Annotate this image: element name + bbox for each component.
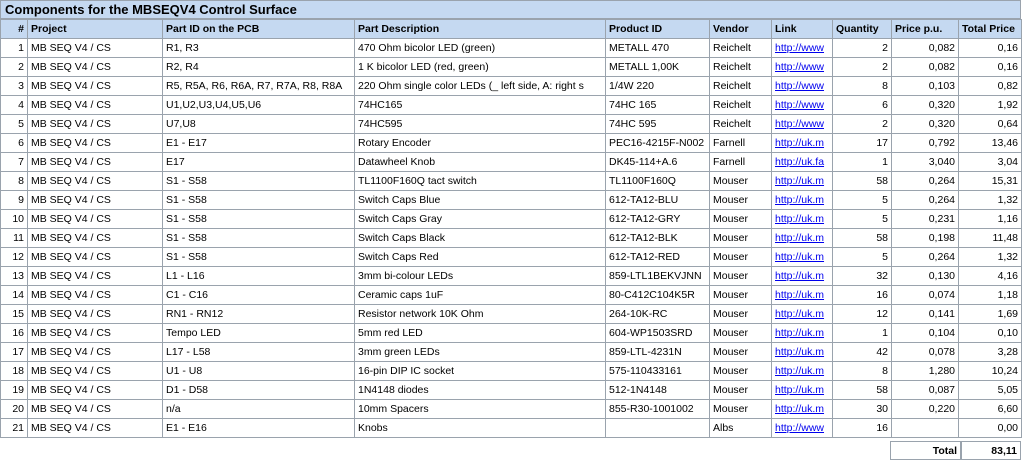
description-cell[interactable]: TL1100F160Q tact switch [355, 172, 606, 191]
total-price-cell[interactable]: 0,16 [959, 58, 1022, 77]
total-price-cell[interactable]: 6,60 [959, 400, 1022, 419]
product-id-cell[interactable]: 575-110433161 [606, 362, 710, 381]
total-price-cell[interactable]: 11,48 [959, 229, 1022, 248]
part-id-cell[interactable]: L17 - L58 [163, 343, 355, 362]
quantity-cell[interactable]: 1 [833, 153, 892, 172]
quantity-cell[interactable]: 8 [833, 362, 892, 381]
quantity-cell[interactable]: 2 [833, 39, 892, 58]
link-cell[interactable]: http://uk.m [772, 267, 833, 286]
col-header-price[interactable]: Price p.u. [892, 20, 959, 39]
total-price-cell[interactable]: 1,32 [959, 248, 1022, 267]
row-index[interactable]: 8 [1, 172, 28, 191]
link-cell[interactable]: http://uk.m [772, 362, 833, 381]
row-index[interactable]: 11 [1, 229, 28, 248]
quantity-cell[interactable]: 42 [833, 343, 892, 362]
project-cell[interactable]: MB SEQ V4 / CS [28, 343, 163, 362]
product-id-cell[interactable]: 612-TA12-BLU [606, 191, 710, 210]
product-id-cell[interactable] [606, 419, 710, 438]
link-cell[interactable]: http://www [772, 419, 833, 438]
table-row [1, 134, 1022, 153]
part-id-cell[interactable]: R5, R5A, R6, R6A, R7, R7A, R8, R8A [163, 77, 355, 96]
table-row [1, 210, 1022, 229]
part-id-cell[interactable]: n/a [163, 400, 355, 419]
row-index[interactable]: 5 [1, 115, 28, 134]
total-label[interactable]: Total [890, 441, 961, 460]
part-id-cell[interactable]: U7,U8 [163, 115, 355, 134]
project-cell[interactable]: MB SEQ V4 / CS [28, 381, 163, 400]
description-cell[interactable]: 5mm red LED [355, 324, 606, 343]
vendor-cell[interactable]: Mouser [710, 362, 772, 381]
table-row [1, 400, 1022, 419]
project-cell[interactable]: MB SEQ V4 / CS [28, 267, 163, 286]
vendor-cell[interactable]: Mouser [710, 324, 772, 343]
table-row [1, 229, 1022, 248]
row-index[interactable]: 20 [1, 400, 28, 419]
link-cell[interactable]: http://uk.m [772, 400, 833, 419]
row-index[interactable]: 16 [1, 324, 28, 343]
table-row [1, 267, 1022, 286]
price-cell[interactable]: 0,078 [892, 343, 959, 362]
description-cell[interactable]: Resistor network 10K Ohm [355, 305, 606, 324]
price-cell[interactable]: 0,320 [892, 115, 959, 134]
total-price-cell[interactable]: 13,46 [959, 134, 1022, 153]
description-cell[interactable]: Switch Caps Blue [355, 191, 606, 210]
table-row [1, 248, 1022, 267]
part-id-cell[interactable]: S1 - S58 [163, 248, 355, 267]
vendor-cell[interactable]: Mouser [710, 267, 772, 286]
quantity-cell[interactable]: 1 [833, 324, 892, 343]
total-price-cell[interactable]: 0,00 [959, 419, 1022, 438]
price-cell[interactable]: 0,082 [892, 58, 959, 77]
link-cell[interactable]: http://uk.fa [772, 153, 833, 172]
description-cell[interactable]: Rotary Encoder [355, 134, 606, 153]
product-id-cell[interactable]: 264-10K-RC [606, 305, 710, 324]
link-cell[interactable]: http://uk.m [772, 191, 833, 210]
vendor-cell[interactable]: Farnell [710, 153, 772, 172]
part-id-cell[interactable]: R2, R4 [163, 58, 355, 77]
part-id-cell[interactable]: U1 - U8 [163, 362, 355, 381]
quantity-cell[interactable]: 32 [833, 267, 892, 286]
table-row [1, 324, 1022, 343]
product-id-cell[interactable]: 74HC 595 [606, 115, 710, 134]
total-price-cell[interactable]: 3,04 [959, 153, 1022, 172]
vendor-cell[interactable]: Mouser [710, 172, 772, 191]
project-cell[interactable]: MB SEQ V4 / CS [28, 362, 163, 381]
link-cell[interactable]: http://www [772, 39, 833, 58]
col-header-product-id[interactable]: Product ID [606, 20, 710, 39]
vendor-cell[interactable]: Mouser [710, 286, 772, 305]
project-cell[interactable]: MB SEQ V4 / CS [28, 400, 163, 419]
total-price-cell[interactable]: 0,82 [959, 77, 1022, 96]
row-index[interactable]: 17 [1, 343, 28, 362]
table-row [1, 172, 1022, 191]
link-cell[interactable]: http://uk.m [772, 210, 833, 229]
link-cell[interactable]: http://uk.m [772, 324, 833, 343]
description-cell[interactable]: 16-pin DIP IC socket [355, 362, 606, 381]
row-index[interactable]: 19 [1, 381, 28, 400]
row-index[interactable]: 21 [1, 419, 28, 438]
total-price-cell[interactable]: 1,69 [959, 305, 1022, 324]
project-cell[interactable]: MB SEQ V4 / CS [28, 286, 163, 305]
product-id-cell[interactable]: 512-1N4148 [606, 381, 710, 400]
price-cell[interactable]: 0,231 [892, 210, 959, 229]
link-cell[interactable]: http://www [772, 115, 833, 134]
quantity-cell[interactable]: 58 [833, 381, 892, 400]
vendor-cell[interactable]: Albs [710, 419, 772, 438]
link-cell[interactable]: http://www [772, 77, 833, 96]
quantity-cell[interactable]: 30 [833, 400, 892, 419]
total-price-cell[interactable]: 5,05 [959, 381, 1022, 400]
table-row [1, 343, 1022, 362]
total-price-cell[interactable]: 4,16 [959, 267, 1022, 286]
part-id-cell[interactable]: L1 - L16 [163, 267, 355, 286]
part-id-cell[interactable]: R1, R3 [163, 39, 355, 58]
col-header-quantity[interactable]: Quantity [833, 20, 892, 39]
table-row [1, 115, 1022, 134]
price-cell[interactable]: 0,074 [892, 286, 959, 305]
part-id-cell[interactable]: S1 - S58 [163, 229, 355, 248]
quantity-cell[interactable]: 2 [833, 115, 892, 134]
product-id-cell[interactable]: 1/4W 220 [606, 77, 710, 96]
quantity-cell[interactable]: 17 [833, 134, 892, 153]
total-price-cell[interactable]: 1,92 [959, 96, 1022, 115]
total-price-cell[interactable]: 0,64 [959, 115, 1022, 134]
link-cell[interactable]: http://uk.m [772, 134, 833, 153]
link-cell[interactable]: http://uk.m [772, 286, 833, 305]
vendor-cell[interactable]: Reichelt [710, 115, 772, 134]
price-cell[interactable]: 0,103 [892, 77, 959, 96]
price-cell[interactable]: 3,040 [892, 153, 959, 172]
product-id-cell[interactable]: 80-C412C104K5R [606, 286, 710, 305]
price-cell[interactable]: 0,320 [892, 96, 959, 115]
product-id-cell[interactable]: 612-TA12-BLK [606, 229, 710, 248]
row-index[interactable]: 12 [1, 248, 28, 267]
project-cell[interactable]: MB SEQ V4 / CS [28, 419, 163, 438]
quantity-cell[interactable]: 58 [833, 229, 892, 248]
description-cell[interactable]: Switch Caps Black [355, 229, 606, 248]
price-cell[interactable]: 0,264 [892, 191, 959, 210]
description-cell[interactable]: Switch Caps Gray [355, 210, 606, 229]
part-id-cell[interactable]: D1 - D58 [163, 381, 355, 400]
project-cell[interactable]: MB SEQ V4 / CS [28, 77, 163, 96]
table-row [1, 191, 1022, 210]
vendor-cell[interactable]: Mouser [710, 210, 772, 229]
description-cell[interactable]: 3mm bi-colour LEDs [355, 267, 606, 286]
vendor-cell[interactable]: Mouser [710, 191, 772, 210]
price-cell[interactable]: 0,792 [892, 134, 959, 153]
vendor-cell[interactable]: Reichelt [710, 77, 772, 96]
link-cell[interactable]: http://uk.m [772, 381, 833, 400]
project-cell[interactable]: MB SEQ V4 / CS [28, 58, 163, 77]
project-cell[interactable]: MB SEQ V4 / CS [28, 229, 163, 248]
table-row [1, 419, 1022, 438]
price-cell[interactable]: 0,220 [892, 400, 959, 419]
price-cell[interactable]: 0,264 [892, 248, 959, 267]
description-cell[interactable]: Ceramic caps 1uF [355, 286, 606, 305]
product-id-cell[interactable]: 859-LTL-4231N [606, 343, 710, 362]
description-cell[interactable]: 3mm green LEDs [355, 343, 606, 362]
row-index[interactable]: 9 [1, 191, 28, 210]
table-row [1, 381, 1022, 400]
table-row [1, 153, 1022, 172]
project-cell[interactable]: MB SEQ V4 / CS [28, 39, 163, 58]
vendor-cell[interactable]: Reichelt [710, 96, 772, 115]
total-price-cell[interactable]: 1,18 [959, 286, 1022, 305]
product-id-cell[interactable]: 859-LTL1BEKVJNN [606, 267, 710, 286]
price-cell[interactable]: 0,264 [892, 172, 959, 191]
part-id-cell[interactable]: RN1 - RN12 [163, 305, 355, 324]
vendor-cell[interactable]: Farnell [710, 134, 772, 153]
row-index[interactable]: 10 [1, 210, 28, 229]
col-header-total[interactable]: Total Price [959, 20, 1022, 39]
part-id-cell[interactable]: C1 - C16 [163, 286, 355, 305]
link-cell[interactable]: http://uk.m [772, 305, 833, 324]
project-cell[interactable]: MB SEQ V4 / CS [28, 191, 163, 210]
product-id-cell[interactable]: METALL 470 [606, 39, 710, 58]
project-cell[interactable]: MB SEQ V4 / CS [28, 153, 163, 172]
quantity-cell[interactable]: 5 [833, 210, 892, 229]
quantity-cell[interactable]: 8 [833, 77, 892, 96]
description-cell[interactable]: Switch Caps Red [355, 248, 606, 267]
part-id-cell[interactable]: E17 [163, 153, 355, 172]
link-cell[interactable]: http://uk.m [772, 172, 833, 191]
product-id-cell[interactable]: DK45-114+A.6 [606, 153, 710, 172]
link-cell[interactable]: http://uk.m [772, 343, 833, 362]
total-price-cell[interactable]: 1,32 [959, 191, 1022, 210]
project-cell[interactable]: MB SEQ V4 / CS [28, 248, 163, 267]
quantity-cell[interactable]: 5 [833, 191, 892, 210]
total-price-cell[interactable]: 1,16 [959, 210, 1022, 229]
vendor-cell[interactable]: Mouser [710, 305, 772, 324]
quantity-cell[interactable]: 2 [833, 58, 892, 77]
price-cell[interactable]: 0,082 [892, 39, 959, 58]
quantity-cell[interactable]: 5 [833, 248, 892, 267]
product-id-cell[interactable]: 612-TA12-RED [606, 248, 710, 267]
price-cell[interactable]: 0,087 [892, 381, 959, 400]
price-cell[interactable]: 0,130 [892, 267, 959, 286]
row-index[interactable]: 7 [1, 153, 28, 172]
total-price-cell[interactable]: 0,10 [959, 324, 1022, 343]
table-body [1, 39, 1022, 438]
part-id-cell[interactable]: S1 - S58 [163, 191, 355, 210]
part-id-cell[interactable]: Tempo LED [163, 324, 355, 343]
col-header-index[interactable]: # [1, 20, 28, 39]
product-id-cell[interactable]: PEC16-4215F-N002 [606, 134, 710, 153]
table-row [1, 39, 1022, 58]
total-row [890, 441, 1021, 460]
quantity-cell[interactable]: 16 [833, 419, 892, 438]
vendor-cell[interactable]: Mouser [710, 400, 772, 419]
row-index[interactable]: 15 [1, 305, 28, 324]
row-index[interactable]: 4 [1, 96, 28, 115]
components-table [0, 19, 1022, 438]
price-cell[interactable]: 0,104 [892, 324, 959, 343]
row-index[interactable]: 14 [1, 286, 28, 305]
table-row [1, 58, 1022, 77]
description-cell[interactable]: 470 Ohm bicolor LED (green) [355, 39, 606, 58]
total-value[interactable]: 83,11 [961, 441, 1021, 460]
price-cell[interactable] [892, 419, 959, 438]
vendor-cell[interactable]: Mouser [710, 381, 772, 400]
total-price-cell[interactable]: 3,28 [959, 343, 1022, 362]
col-header-vendor[interactable]: Vendor [710, 20, 772, 39]
row-index[interactable]: 13 [1, 267, 28, 286]
part-id-cell[interactable]: E1 - E16 [163, 419, 355, 438]
row-index[interactable]: 18 [1, 362, 28, 381]
project-cell[interactable]: MB SEQ V4 / CS [28, 172, 163, 191]
table-row [1, 362, 1022, 381]
row-index[interactable]: 1 [1, 39, 28, 58]
description-cell[interactable]: Knobs [355, 419, 606, 438]
project-cell[interactable]: MB SEQ V4 / CS [28, 210, 163, 229]
vendor-cell[interactable]: Reichelt [710, 58, 772, 77]
row-index[interactable]: 6 [1, 134, 28, 153]
part-id-cell[interactable]: S1 - S58 [163, 210, 355, 229]
link-cell[interactable]: http://uk.m [772, 248, 833, 267]
link-cell[interactable]: http://uk.m [772, 229, 833, 248]
col-header-description[interactable]: Part Description [355, 20, 606, 39]
sheet-title: Components for the MBSEQV4 Control Surface [0, 0, 1021, 19]
table-row [1, 77, 1022, 96]
project-cell[interactable]: MB SEQ V4 / CS [28, 96, 163, 115]
total-price-cell[interactable]: 0,16 [959, 39, 1022, 58]
price-cell[interactable]: 0,198 [892, 229, 959, 248]
price-cell[interactable]: 1,280 [892, 362, 959, 381]
description-cell[interactable]: 220 Ohm single color LEDs (_ left side, A: right s [355, 77, 606, 96]
quantity-cell[interactable]: 12 [833, 305, 892, 324]
product-id-cell[interactable]: 855-R30-1001002 [606, 400, 710, 419]
part-id-cell[interactable]: E1 - E17 [163, 134, 355, 153]
description-cell[interactable]: 1 K bicolor LED (red, green) [355, 58, 606, 77]
total-price-cell[interactable]: 10,24 [959, 362, 1022, 381]
link-cell[interactable]: http://www [772, 58, 833, 77]
product-id-cell[interactable]: TL1100F160Q [606, 172, 710, 191]
row-index[interactable]: 3 [1, 77, 28, 96]
description-cell[interactable]: Datawheel Knob [355, 153, 606, 172]
product-id-cell[interactable]: 612-TA12-GRY [606, 210, 710, 229]
vendor-cell[interactable]: Mouser [710, 229, 772, 248]
header-row [1, 20, 1022, 39]
project-cell[interactable]: MB SEQ V4 / CS [28, 305, 163, 324]
description-cell[interactable]: 1N4148 diodes [355, 381, 606, 400]
col-header-link[interactable]: Link [772, 20, 833, 39]
total-price-cell[interactable]: 15,31 [959, 172, 1022, 191]
vendor-cell[interactable]: Mouser [710, 248, 772, 267]
quantity-cell[interactable]: 16 [833, 286, 892, 305]
part-id-cell[interactable]: U1,U2,U3,U4,U5,U6 [163, 96, 355, 115]
description-cell[interactable]: 10mm Spacers [355, 400, 606, 419]
quantity-cell[interactable]: 58 [833, 172, 892, 191]
col-header-part-id[interactable]: Part ID on the PCB [163, 20, 355, 39]
link-cell[interactable]: http://www [772, 96, 833, 115]
project-cell[interactable]: MB SEQ V4 / CS [28, 324, 163, 343]
description-cell[interactable]: 74HC165 [355, 96, 606, 115]
product-id-cell[interactable]: 74HC 165 [606, 96, 710, 115]
table-row [1, 96, 1022, 115]
product-id-cell[interactable]: METALL 1,00K [606, 58, 710, 77]
vendor-cell[interactable]: Mouser [710, 343, 772, 362]
description-cell[interactable]: 74HC595 [355, 115, 606, 134]
table-row [1, 286, 1022, 305]
table-row [1, 305, 1022, 324]
price-cell[interactable]: 0,141 [892, 305, 959, 324]
part-id-cell[interactable]: S1 - S58 [163, 172, 355, 191]
vendor-cell[interactable]: Reichelt [710, 39, 772, 58]
project-cell[interactable]: MB SEQ V4 / CS [28, 134, 163, 153]
row-index[interactable]: 2 [1, 58, 28, 77]
col-header-project[interactable]: Project [28, 20, 163, 39]
product-id-cell[interactable]: 604-WP1503SRD [606, 324, 710, 343]
project-cell[interactable]: MB SEQ V4 / CS [28, 115, 163, 134]
quantity-cell[interactable]: 6 [833, 96, 892, 115]
